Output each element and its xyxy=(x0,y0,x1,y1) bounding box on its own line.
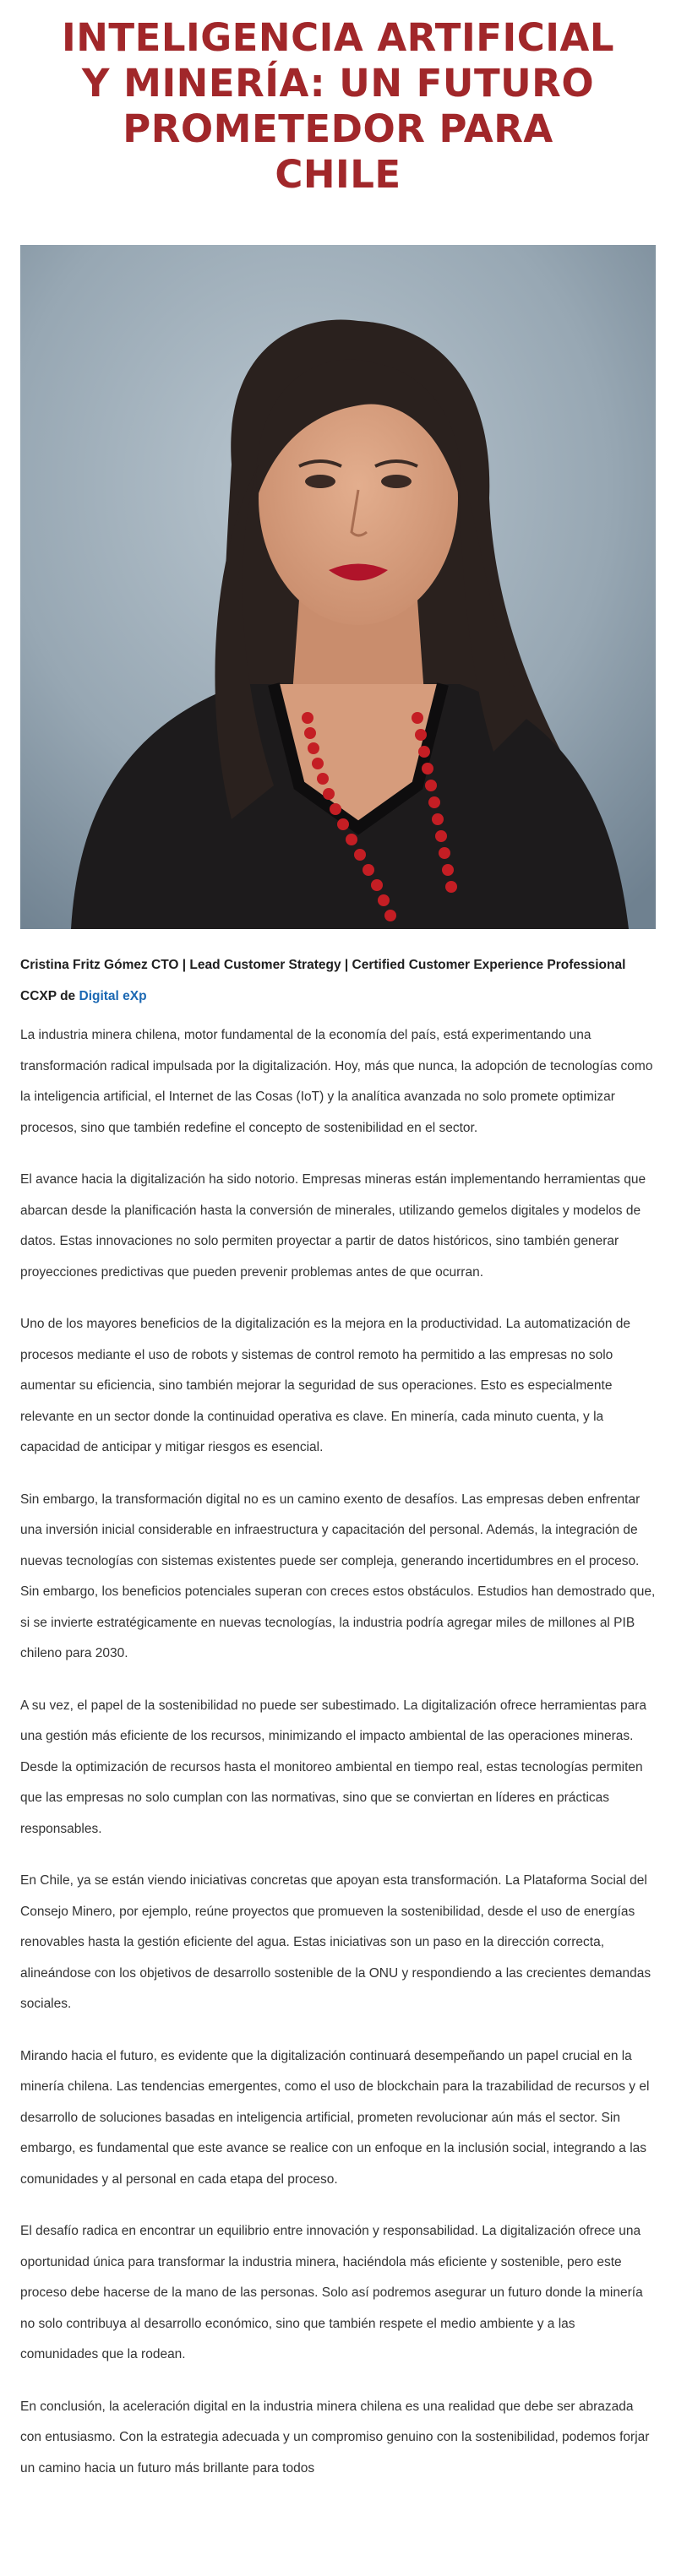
author-portrait-image xyxy=(20,245,656,929)
article-paragraph: La industria minera chilena, motor fundamental de la economía del país, está experimentando una transformación radical impulsada por la digitalización. Hoy, más que nunca, la adopción de tecnologías como la inteligencia artificial, el Internet de las Cosas (IoT) y la analítica avanzada no solo promete optimizar procesos, sino que también redefine el concepto de sostenibilidad en el sector. xyxy=(20,1028,653,1135)
article-paragraph: Sin embargo, la transformación digital no es un camino exento de desafíos. Las empresas deben enfrentar una inversión inicial considerable en infraestructura y capacitación del personal. Además, la integración de nuevas tecnologías con sistemas existentes puede ser compleja, generando incertidumbres en el proceso. Sin embargo, los beneficios potenciales superan con creces estos obstáculos. Estudios han demostrado que, si se invierte estratégicamente en nuevas tecnologías, la industria podría agregar miles de millones al PIB chileno para 2030. xyxy=(20,1492,656,1660)
digital-exp-link[interactable]: Digital eXp xyxy=(79,989,147,1003)
article-page xyxy=(0,15,676,2576)
article-title: INTELIGENCIA ARTIFICIAL Y MINERÍA: UN FUTURO PROMETEDOR PARA CHILE xyxy=(61,15,614,197)
article-paragraph: El avance hacia la digitalización ha sido notorio. Empresas mineras están implementando herramientas que abarcan desde la planificación hasta la conversión de minerales, utilizando gemelos digitales y modelos de datos. Estas innovaciones no solo permiten proyectar a partir de datos históricos, sino también generar proyecciones predictivas que pueden prevenir problemas antes de que ocurran. xyxy=(20,1172,646,1280)
byline-text: Cristina Fritz Gómez CTO | Lead Customer Strategy | Certified Customer Experience Professional CCXP de xyxy=(20,958,626,1003)
author-byline xyxy=(20,949,656,1012)
article-paragraph: En Chile, ya se están viendo iniciativas concretas que apoyan esta transformación. La Plataforma Social del Consejo Minero, por ejemplo, reúne proyectos que promueven la sostenibilidad, desde el uso de energías renovables hasta la gestión eficiente del agua. Estas iniciativas son un paso en la dirección correcta, alineándose con los objetivos de desarrollo sostenible de la ONU y respondiendo a las crecientes demandas sociales. xyxy=(20,1873,651,2011)
article-paragraph: Mirando hacia el futuro, es evidente que la digitalización continuará desempeñando un papel crucial en la minería chilena. Las tendencias emergentes, como el uso de blockchain para la trazabilidad de recursos y el desarrollo de soluciones basadas en inteligencia artificial, prometen revolucionar aún más el sector. Sin embargo, es fundamental que este avance se realice con un enfoque en la inclusión social, integrando a las comunidades y al personal en cada etapa del proceso. xyxy=(20,2048,650,2187)
portrait-illustration xyxy=(20,245,656,929)
article-body xyxy=(20,1020,656,2484)
article-paragraph: En conclusión, la aceleración digital en la industria minera chilena es una realidad que debe ser abrazada con entusiasmo. Con la estrategia adecuada y un compromiso genuino con la sostenibilidad, podemos forjar un camino hacia un futuro más brillante para todos xyxy=(20,2399,650,2475)
article-paragraph: Uno de los mayores beneficios de la digitalización es la mejora en la productividad. La automatización de procesos mediante el uso de robots y sistemas de control remoto ha permitido a las empresas no solo aumentar su eficiencia, sino también mejorar la seguridad de sus operaciones. Esto es especialmente relevante en un sector donde la continuidad operativa es clave. En minería, cada minuto cuenta, y la capacidad de anticipar y mitigar riesgos es esencial. xyxy=(20,1317,631,1454)
article-paragraph: A su vez, el papel de la sostenibilidad no puede ser subestimado. La digitalización ofrece herramientas para una gestión más eficiente de los recursos, minimizando el impacto ambiental de las operaciones mineras. Desde la optimización de recursos hasta el monitoreo ambiental en tiempo real, estas tecnologías permiten que las empresas no solo cumplan con las normativas, sino que se conviertan en líderes en prácticas responsables. xyxy=(20,1698,647,1836)
article-paragraph: El desafío radica en encontrar un equilibrio entre innovación y responsabilidad. La digitalización ofrece una oportunidad única para transformar la industria minera, haciéndola más eficiente y sostenible, pero este proceso debe hacerse de la mano de las personas. Solo así podremos asegurar un futuro donde la minería no solo contribuya al desarrollo económico, sino que también respete el medio ambiente y a las comunidades que la rodean. xyxy=(20,2224,643,2361)
